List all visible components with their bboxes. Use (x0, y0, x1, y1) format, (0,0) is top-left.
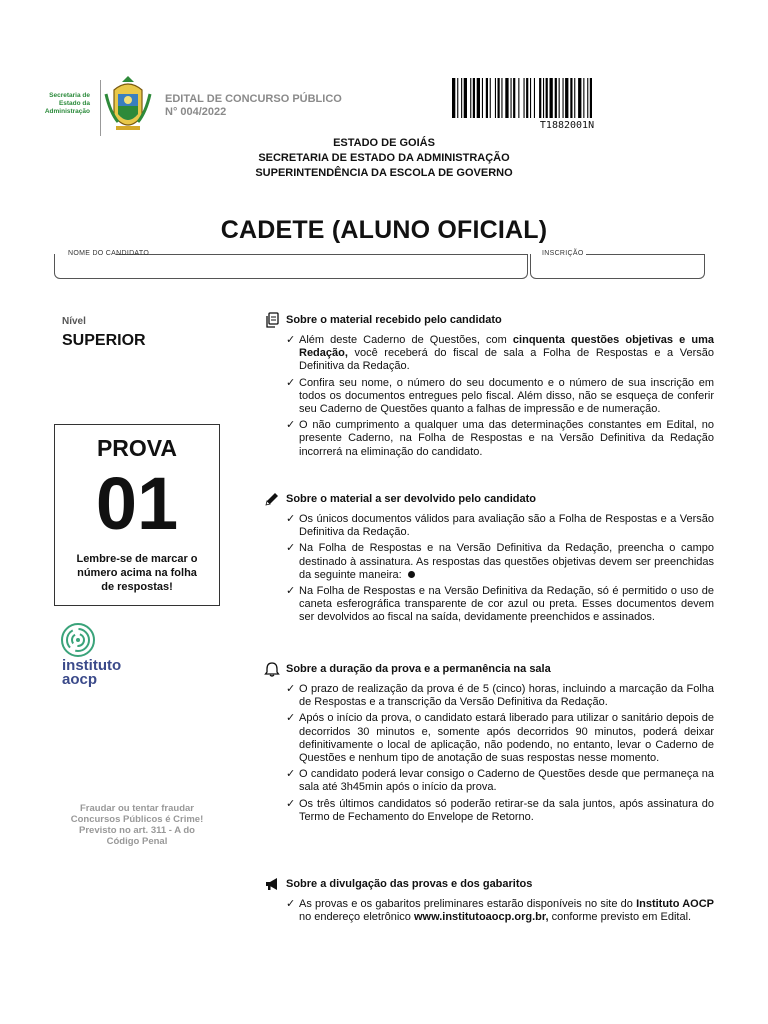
barcode-bar (464, 78, 467, 118)
barcode-bar (565, 78, 568, 118)
section-material-devolvido (264, 491, 714, 628)
pencil-icon (264, 491, 280, 507)
inscricao-label: INSCRIÇÃO (542, 250, 584, 257)
header-divider (100, 80, 101, 136)
instituto-aocp-logo-icon (60, 622, 96, 658)
barcode-icon (452, 78, 717, 118)
copy-icon (264, 312, 280, 328)
instituto-aocp-wordmark: instituto aocp (62, 657, 122, 688)
barcode-bar (578, 78, 581, 118)
goias-crest-icon (104, 76, 152, 136)
barcode-bar (490, 78, 491, 118)
check-icon: ✓ (286, 419, 296, 432)
list-item: ✓ Além deste Caderno de Questões, com cinquenta questões objetivas e uma Redação, você receberá do fiscal de sala a Folha de Respostas e a Versão Definitiva da Redação. (286, 334, 714, 373)
barcode-bar (486, 78, 488, 118)
prova-label: PROVA (96, 435, 178, 461)
barcode-bar (543, 78, 544, 118)
fraud-warning: Fraudar ou tentar fraudar Concursos Públicos é Crime! Previsto no art. 311 - A do Código Penal (70, 803, 204, 847)
website-link[interactable]: www.institutoaocp.org.br, (413, 911, 549, 924)
barcode-bar (570, 78, 572, 118)
section-heading: Sobre a divulgação das provas e dos gabaritos (286, 878, 533, 890)
bell-icon (264, 661, 280, 677)
check-icon: ✓ (286, 683, 296, 695)
list-item: ✓ Na Folha de Respostas e na Versão Definitiva da Redação, preencha o campo destinado à assinatura. As respostas das questões objetivas devem ser preenchidas da seguinte maneira: (286, 542, 714, 581)
list-item: ✓ O prazo de realização da prova é de 5 (cinco) horas, incluindo a marcação da Folha de Respostas e a transcrição da Versão Definitiva da Redação. (286, 683, 714, 709)
section-heading: Sobre o material recebido pelo candidato (286, 314, 502, 326)
barcode-bar (583, 78, 584, 118)
inscricao-field[interactable] (530, 250, 706, 278)
barcode-bar (495, 78, 496, 118)
list-item: ✓ As provas e os gabaritos preliminares estarão disponíveis no site do Instituto AOCP no endereço eletrônico www.institutoaocp.org.br, conforme previsto em Edital. (286, 898, 714, 924)
check-icon: ✓ (286, 334, 296, 346)
filled-bubble-icon (408, 571, 415, 578)
prova-box (54, 424, 220, 606)
barcode-bar (461, 78, 462, 118)
barcode-bar (518, 78, 519, 118)
section-heading: Sobre o material a ser devolvido pelo candidato (286, 493, 537, 505)
check-icon: ✓ (286, 712, 296, 725)
prova-number: 01 (95, 462, 179, 545)
barcode-bar (457, 78, 458, 118)
barcode-bar (505, 78, 508, 118)
section-duracao-prova (264, 661, 714, 827)
section-material-recebido (264, 312, 714, 462)
barcode-bar (511, 78, 512, 118)
barcode-bar (574, 78, 575, 118)
megaphone-icon (264, 876, 280, 892)
barcode-number: T1882001N (539, 120, 595, 131)
barcode-bar (473, 78, 475, 118)
barcode-bar (501, 78, 502, 118)
barcode-bar (524, 78, 525, 118)
secretaria-label: Secretaria de Estado da Administração (44, 92, 90, 115)
barcode-bar (530, 78, 531, 118)
barcode-bar (477, 78, 480, 118)
check-icon: ✓ (286, 768, 296, 781)
barcode-bar (590, 78, 592, 118)
list-item: ✓ Após o início da prova, o candidato estará liberado para utilizar o sanitário depois de decorridos 30 minutos e, somente após decorridos 90 minutos, poderá deixar definitivamente o local de aplicação, não podendo, no entanto, levar o Caderno de Questões e nenhum tipo de anotação de suas respostas nesse momento. (286, 712, 714, 765)
check-icon: ✓ (286, 542, 296, 555)
page-title: CADETE (ALUNO OFICIAL) (220, 216, 548, 244)
check-icon: ✓ (286, 898, 296, 910)
section-divulgacao (264, 876, 714, 927)
organization-heading: ESTADO DE GOIÁS SECRETARIA DE ESTADO DA ADMINISTRAÇÃO SUPERINTENDÊNCIA DA ESCOLA DE GOVERNO (255, 137, 513, 179)
barcode-bar (587, 78, 588, 118)
barcode-bar (563, 78, 564, 118)
list-item: ✓ Na Folha de Respostas e na Versão Definitiva da Redação, só é permitido o uso de caneta esferográfica transparente de cor azul ou preta. Esses documentos devem ser devolvidos ao fiscal na saída, devidamente preenchidos e assinados. (286, 585, 714, 624)
candidate-name-field[interactable] (54, 250, 528, 278)
barcode-bar (452, 78, 455, 118)
check-icon: ✓ (286, 376, 296, 389)
barcode-bar (555, 78, 557, 118)
candidate-name-label: NOME DO CANDIDATO (68, 250, 150, 257)
list-item: ✓ O candidato poderá levar consigo o Caderno de Questões desde que permaneça na sala até 3h45min após o início da prova. (286, 768, 714, 794)
barcode-bar (534, 78, 535, 118)
list-item: ✓ Os únicos documentos válidos para avaliação são a Folha de Respostas e a Versão Definitiva da Redação. (286, 513, 714, 539)
check-icon: ✓ (286, 797, 296, 810)
barcode-bar (482, 78, 483, 118)
list-item: ✓ Confira seu nome, o número do seu documento e o número de sua inscrição em todos os documentos entregues pelo fiscal. Além disso, não se esqueça de conferir seu Caderno de Questões quanto a falhas de impressão e de numeração. (286, 376, 714, 416)
barcode-bar (546, 78, 548, 118)
nivel-label: Nível (62, 316, 86, 327)
prova-note: Lembre-se de marcar o número acima na folha de respostas! (76, 553, 198, 593)
barcode-bar (559, 78, 560, 118)
check-icon: ✓ (286, 513, 296, 525)
barcode-bar (513, 78, 515, 118)
barcode-bar (526, 78, 528, 118)
list-item: ✓ O não cumprimento a qualquer uma das determinações constantes em Edital, no presente Caderno, na Folha de Respostas e na Versão Definitiva da Redação incorrerá na eliminação do candidato. (286, 419, 714, 458)
list-item: ✓ Os três últimos candidatos só poderão retirar-se da sala juntos, após assinatura do Termo de Fechamento do Envelope de Retorno. (286, 797, 714, 823)
barcode-bar (470, 78, 471, 118)
check-icon: ✓ (286, 585, 296, 598)
nivel-value: SUPERIOR (62, 332, 146, 349)
edital-info: EDITAL DE CONCURSO PÚBLICO N° 004/2022 (165, 93, 342, 118)
barcode-bar (498, 78, 500, 118)
section-heading: Sobre a duração da prova e a permanência na sala (286, 663, 551, 675)
barcode-bar (550, 78, 553, 118)
barcode-bar (539, 78, 541, 118)
